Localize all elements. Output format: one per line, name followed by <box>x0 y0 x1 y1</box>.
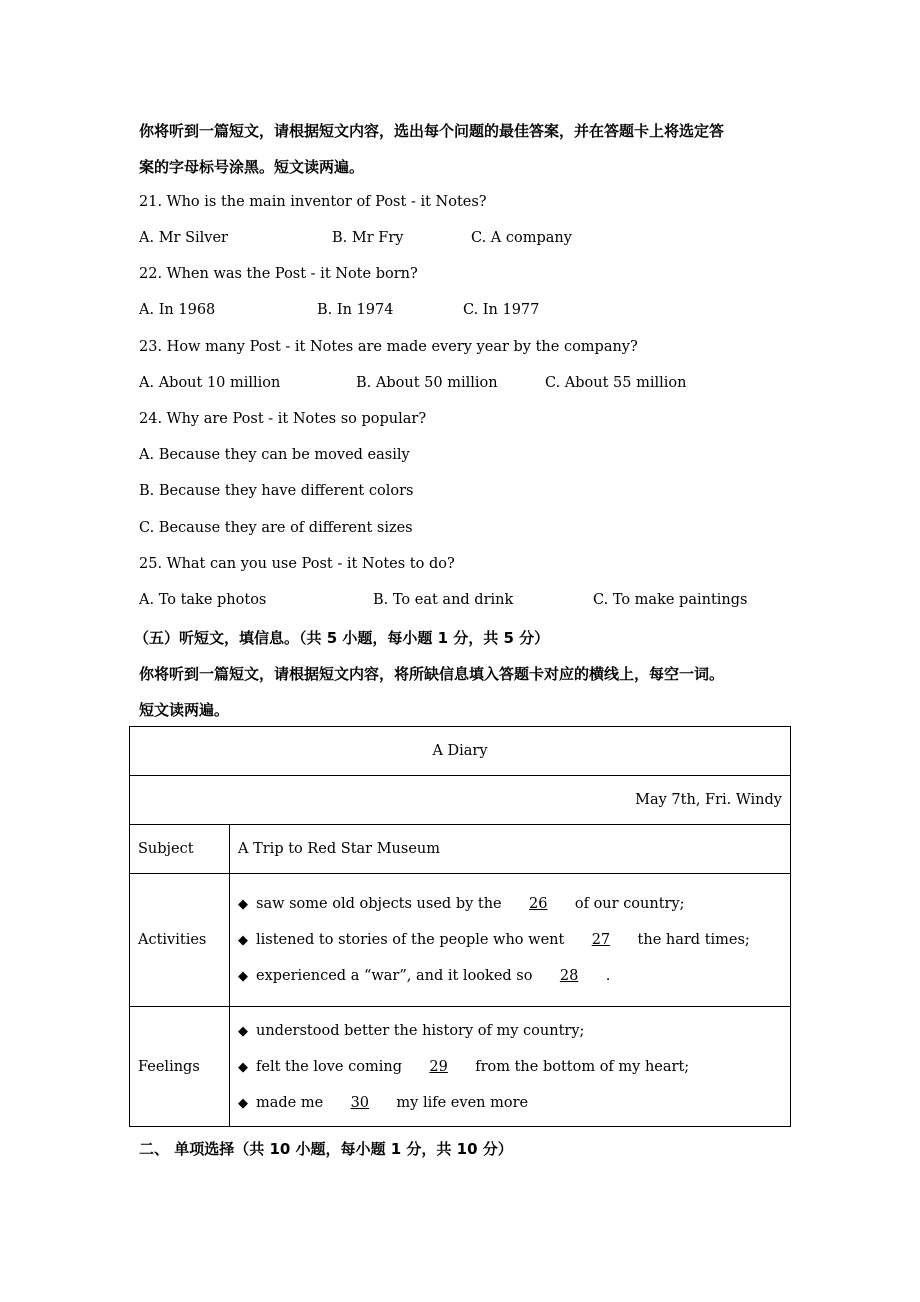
question-24: 24. Why are Post - it Notes so popular? <box>139 411 427 427</box>
feelings-cell <box>230 1007 791 1127</box>
q23-option-b: B. About 50 million <box>356 375 498 391</box>
q23-option-c: C. About 55 million <box>545 375 687 391</box>
activity-text-before: listened to stories of the people who went <box>256 932 565 948</box>
q21-option-a: A. Mr Silver <box>139 230 228 246</box>
diamond-bullet-icon: ◆ <box>238 1095 248 1111</box>
subject-value: A Trip to Red Star Museum <box>230 825 791 874</box>
question-25: 25. What can you use Post - it Notes to do? <box>139 556 455 572</box>
question-23: 23. How many Post - it Notes are made every year by the company? <box>139 339 638 355</box>
listening-instruction-line2: 案的字母标号涂黑。短文读两遍。 <box>139 158 365 176</box>
section5-instruction-line1: 你将听到一篇短文，请根据短文内容，将所缺信息填入答题卡对应的横线上，每空一词。 <box>139 665 725 683</box>
activity-text-after: of our country; <box>574 896 685 912</box>
feeling-text-after: my life even more <box>396 1094 529 1111</box>
diamond-bullet-icon: ◆ <box>238 969 248 984</box>
section5-instruction-line2: 短文读两遍。 <box>139 701 230 719</box>
feeling-text-before: made me <box>256 1094 324 1111</box>
diary-date: May 7th, Fri. Windy <box>130 776 791 825</box>
feeling-item <box>238 1085 782 1121</box>
diary-title: A Diary <box>130 727 791 776</box>
activity-item <box>238 922 782 958</box>
activities-cell <box>230 874 791 1007</box>
feeling-item <box>238 1049 782 1085</box>
blank-27[interactable]: 27 <box>591 932 611 948</box>
q22-option-b: B. In 1974 <box>317 302 394 318</box>
listening-instruction-line1: 你将听到一篇短文，请根据短文内容，选出每个问题的最佳答案，并在答题卡上将选定答 <box>139 122 725 140</box>
diamond-bullet-icon: ◆ <box>238 897 248 912</box>
activities-label: Activities <box>130 874 230 1007</box>
activity-text-before: saw some old objects used by the <box>256 896 502 912</box>
q24-option-c: C. Because they are of different sizes <box>139 520 413 536</box>
activity-text-before: experienced a “war”, and it looked so <box>256 968 533 984</box>
q25-option-a: A. To take photos <box>139 592 267 608</box>
feelings-label: Feelings <box>130 1007 230 1127</box>
blank-30[interactable]: 30 <box>350 1094 370 1111</box>
q21-option-b: B. Mr Fry <box>332 230 404 246</box>
section2-heading: 二、 单项选择（共 10 小题，每小题 1 分，共 10 分） <box>139 1140 513 1158</box>
q22-option-c: C. In 1977 <box>463 302 540 318</box>
q24-option-a: A. Because they can be moved easily <box>139 447 410 463</box>
diary-table <box>129 726 791 1127</box>
feeling-text-after: from the bottom of my heart; <box>475 1058 690 1075</box>
diamond-bullet-icon: ◆ <box>238 1023 248 1039</box>
diamond-bullet-icon: ◆ <box>238 933 248 948</box>
diamond-bullet-icon: ◆ <box>238 1059 248 1075</box>
blank-28[interactable]: 28 <box>559 968 579 984</box>
question-22: 22. When was the Post - it Note born? <box>139 266 418 282</box>
activity-item <box>238 886 782 922</box>
activity-text-after: the hard times; <box>637 932 750 948</box>
activity-text-after: . <box>605 968 611 984</box>
q22-option-a: A. In 1968 <box>139 302 216 318</box>
blank-26[interactable]: 26 <box>529 896 548 912</box>
activity-item <box>238 958 782 994</box>
q23-option-a: A. About 10 million <box>139 375 281 391</box>
feeling-text: understood better the history of my country; <box>256 1022 585 1039</box>
q21-option-c: C. A company <box>471 230 572 246</box>
q25-option-c: C. To make paintings <box>593 592 748 608</box>
q24-option-b: B. Because they have different colors <box>139 483 414 499</box>
feeling-text-before: felt the love coming <box>256 1058 402 1075</box>
section5-heading: （五）听短文，填信息。（共 5 小题，每小题 1 分，共 5 分） <box>134 629 550 647</box>
subject-label: Subject <box>130 825 230 874</box>
question-21: 21. Who is the main inventor of Post - it Notes? <box>139 194 487 210</box>
blank-29[interactable]: 29 <box>429 1058 448 1075</box>
q25-option-b: B. To eat and drink <box>373 592 514 608</box>
feeling-item <box>238 1013 782 1049</box>
